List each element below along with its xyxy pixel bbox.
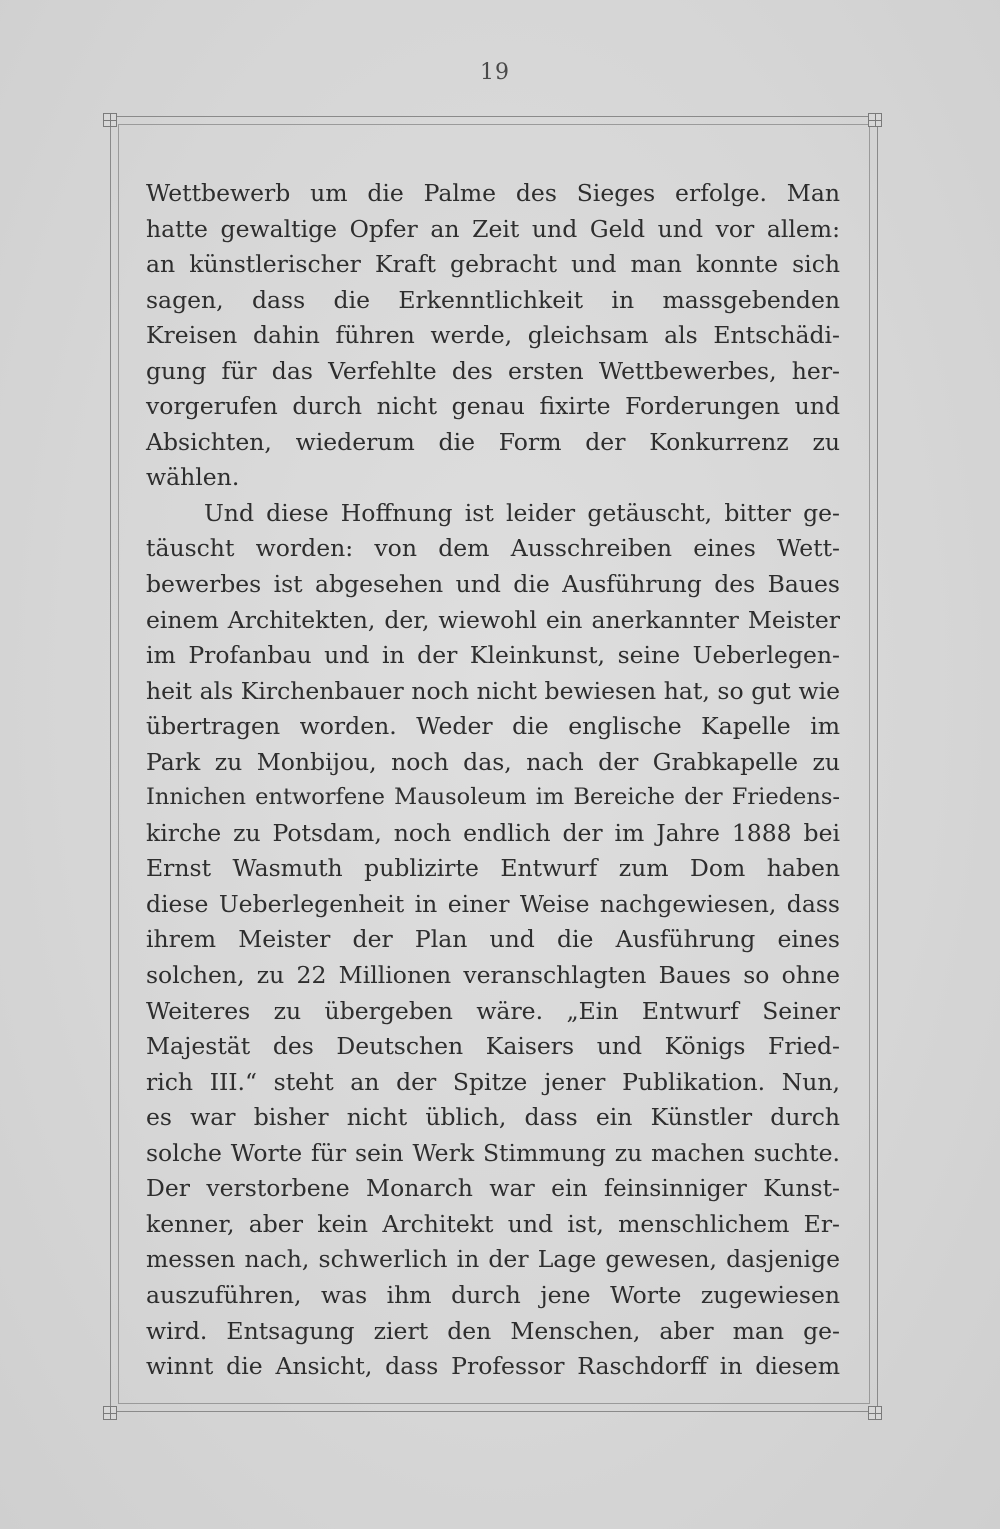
text-line: hatte gewaltige Opfer an Zeit und Geld und vor allem: [146, 214, 840, 243]
text-line: wird. Entsagung ziert den Menschen, aber man ge- [146, 1316, 840, 1345]
text-line: diese Ueberlegenheit in einer Weise nachgewiesen, dass [146, 889, 840, 918]
text-line: kenner, aber kein Architekt und ist, menschlichem Er- [146, 1209, 840, 1238]
frame-corner-ornament [103, 113, 117, 127]
text-line: Absichten, wiederum die Form der Konkurrenz zu [146, 427, 840, 456]
text-line: gung für das Verfehlte des ersten Wettbewerbes, her- [146, 356, 840, 385]
text-line: sagen, dass die Erkenntlichkeit in massgebenden [146, 285, 840, 314]
text-line: auszuführen, was ihm durch jene Worte zugewiesen [146, 1280, 840, 1309]
body-text [146, 176, 840, 1385]
text-line: es war bisher nicht üblich, dass ein Künstler durch [146, 1103, 840, 1132]
frame-corner-ornament [868, 113, 882, 127]
text-line: Ernst Wasmuth publizirte Entwurf zum Dom haben [146, 854, 840, 883]
text-line: Kreisen dahin führen werde, gleichsam als Entschädi- [146, 321, 840, 350]
text-line: Wettbewerb um die Palme des Sieges erfolge. Man [146, 179, 840, 207]
text-line: Weiteres zu übergeben wäre. „Ein Entwurf Seiner [146, 996, 840, 1025]
text-line: im Profanbau und in der Kleinkunst, seine Ueberlegen- [146, 641, 840, 670]
page-number: 19 [480, 60, 510, 85]
text-line: ihrem Meister der Plan und die Ausführung eines [146, 925, 840, 954]
text-line: übertragen worden. Weder die englische Kapelle im [146, 712, 840, 741]
text-line: messen nach, schwerlich in der Lage gewesen, dasjenige [146, 1245, 840, 1274]
text-line: täuscht worden: von dem Ausschreiben eines Wett- [146, 534, 840, 563]
text-line: vorgerufen durch nicht genau fixirte Forderungen und [146, 392, 840, 421]
frame-corner-ornament [103, 1406, 117, 1420]
text-line: Der verstorbene Monarch war ein feinsinniger Kunst- [146, 1174, 840, 1203]
text-line: kirche zu Potsdam, noch endlich der im Jahre 1888 bei [146, 818, 840, 847]
paragraph-first-line: Und diese Hoffnung ist leider getäuscht, bitter ge- [204, 498, 840, 527]
text-line: an künstlerischer Kraft gebracht und man konnte sich [146, 250, 840, 279]
frame-corner-ornament [868, 1406, 882, 1420]
text-line: einem Architekten, der, wiewohl ein anerkannter Meister [146, 605, 840, 634]
text-line: solchen, zu 22 Millionen veranschlagten Baues so ohne [146, 961, 840, 990]
text-line: Majestät des Deutschen Kaisers und Königs Fried- [146, 1032, 840, 1061]
text-line: winnt die Ansicht, dass Professor Raschdorff in diesem [146, 1352, 840, 1381]
text-line: bewerbes ist abgesehen und die Ausführung des Baues [146, 570, 840, 599]
text-line: Innichen entworfene Mausoleum im Bereiche der Friedens- [146, 784, 840, 811]
text-line: rich III.“ steht an der Spitze jener Publikation. Nun, [146, 1067, 840, 1096]
text-line: Park zu Monbijou, noch das, nach der Grabkapelle zu [146, 747, 840, 776]
text-line: wählen. [146, 463, 240, 492]
text-line: heit als Kirchenbauer noch nicht bewiesen hat, so gut wie [146, 676, 840, 705]
text-line: solche Worte für sein Werk Stimmung zu machen suchte. [146, 1138, 840, 1167]
